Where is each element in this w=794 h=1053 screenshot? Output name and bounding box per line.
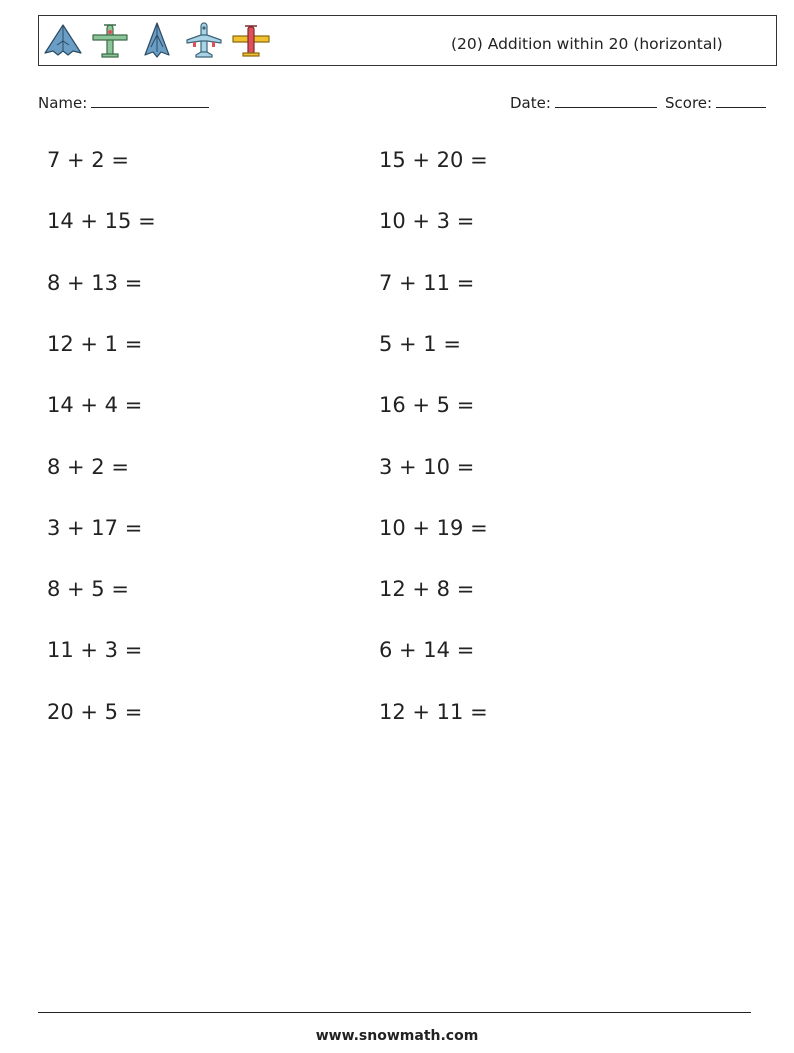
worksheet-title: (20) Addition within 20 (horizontal) xyxy=(451,35,723,53)
footer-divider xyxy=(38,1012,751,1013)
worksheet-header xyxy=(38,15,777,66)
stealth-plane-icon xyxy=(43,21,83,61)
problem-left-10: 20 + 5 = xyxy=(47,700,143,724)
name-label: Name: xyxy=(38,94,88,112)
date-label: Date: xyxy=(510,94,551,112)
problem-right-7: 10 + 19 = xyxy=(379,516,488,540)
problem-right-5: 16 + 5 = xyxy=(379,393,475,417)
problem-right-6: 3 + 10 = xyxy=(379,455,475,479)
footer-url: www.snowmath.com xyxy=(315,1028,479,1044)
problem-right-4: 5 + 1 = xyxy=(379,332,461,356)
airliner-icon xyxy=(184,21,224,61)
problem-left-4: 12 + 1 = xyxy=(47,332,143,356)
green-propeller-plane-icon xyxy=(90,21,130,61)
problem-left-5: 14 + 4 = xyxy=(47,393,143,417)
problem-left-9: 11 + 3 = xyxy=(47,638,143,662)
problem-left-7: 3 + 17 = xyxy=(47,516,143,540)
score-label: Score: xyxy=(665,94,713,112)
problem-left-2: 14 + 15 = xyxy=(47,209,156,233)
date-field xyxy=(510,93,657,112)
problem-right-2: 10 + 3 = xyxy=(379,209,475,233)
problem-right-8: 12 + 8 = xyxy=(379,577,475,601)
problem-right-10: 12 + 11 = xyxy=(379,700,488,724)
date-blank-line[interactable] xyxy=(555,93,657,108)
problem-right-1: 15 + 20 = xyxy=(379,148,488,172)
name-blank-line[interactable] xyxy=(91,93,209,108)
jet-plane-icon xyxy=(137,21,177,61)
problem-right-9: 6 + 14 = xyxy=(379,638,475,662)
problem-left-3: 8 + 13 = xyxy=(47,271,143,295)
plane-icons xyxy=(43,21,271,61)
yellow-propeller-plane-icon xyxy=(231,21,271,61)
problem-left-1: 7 + 2 = xyxy=(47,148,129,172)
problem-left-8: 8 + 5 = xyxy=(47,577,129,601)
score-blank-line[interactable] xyxy=(716,93,766,108)
score-field xyxy=(665,93,766,112)
problem-left-6: 8 + 2 = xyxy=(47,455,129,479)
problem-right-3: 7 + 11 = xyxy=(379,271,475,295)
name-field xyxy=(38,93,209,112)
